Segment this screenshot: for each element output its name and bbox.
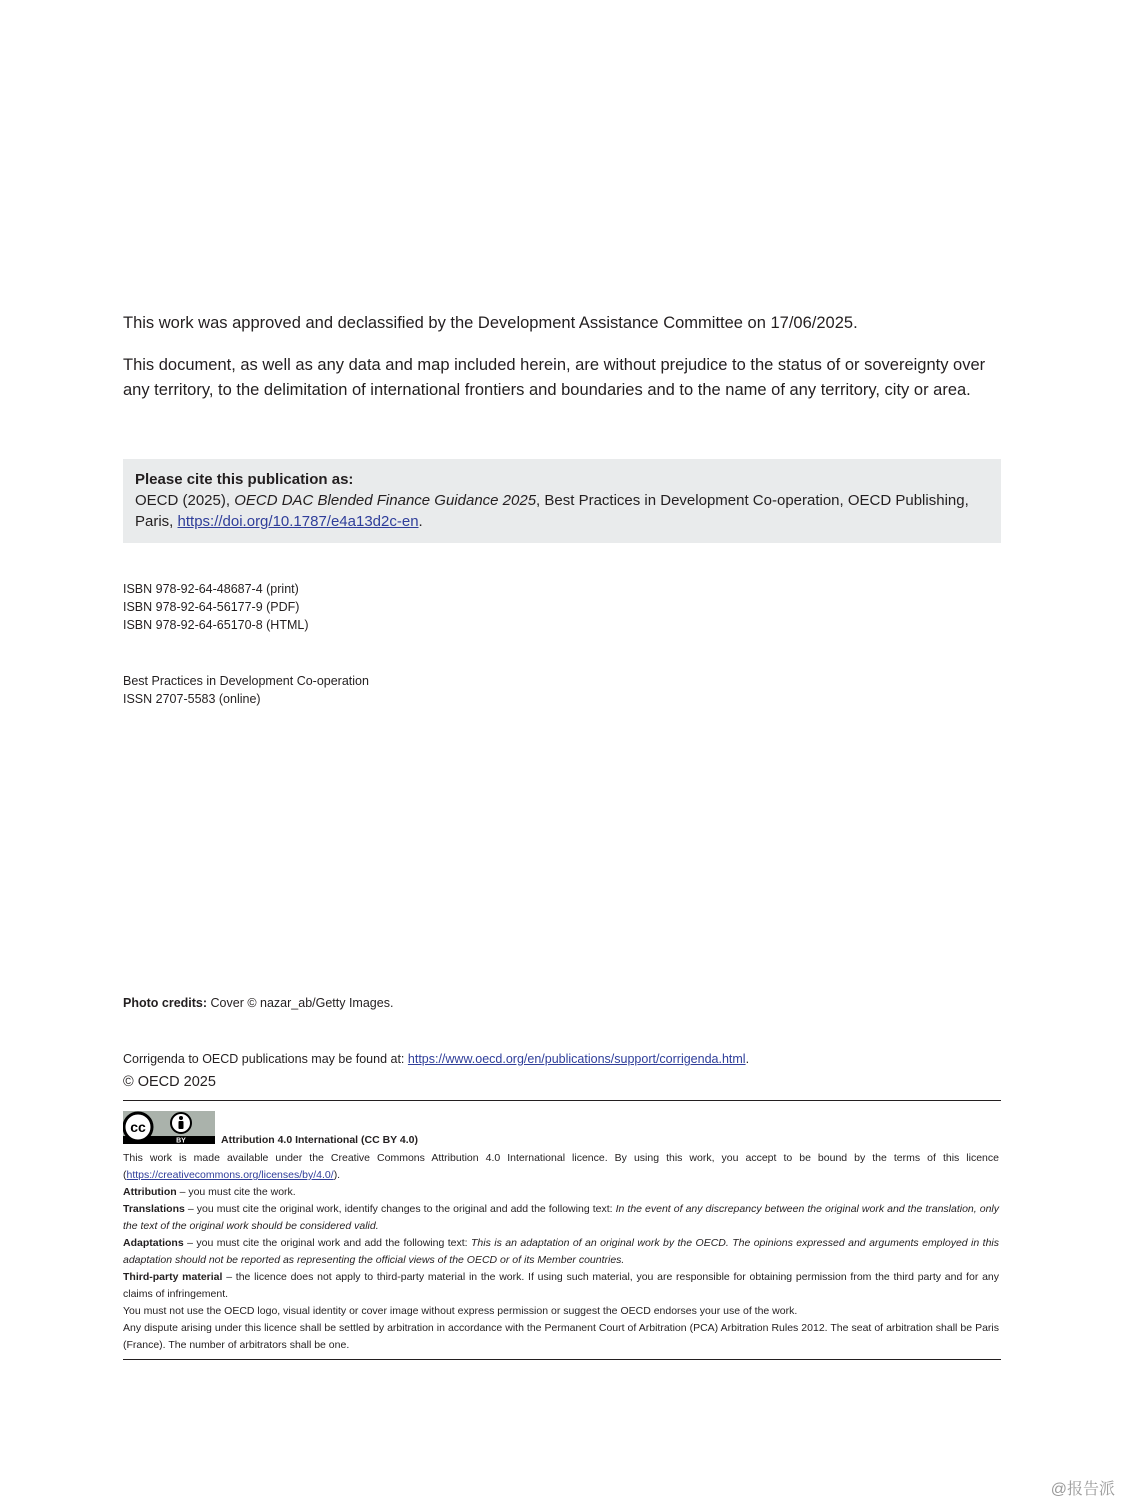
citation-middle: , Best Practices in Development Co-operation, OECD Publishing, Paris, xyxy=(135,492,969,530)
translations-label: Translations xyxy=(123,1203,185,1215)
series-issn: ISSN 2707-5583 (online) xyxy=(123,692,261,706)
cc-by-logo-icon xyxy=(123,1111,215,1144)
citation-prefix: OECD (2025), xyxy=(135,492,235,509)
photo-credits-label: Photo credits: xyxy=(123,996,208,1010)
citation-doi-link[interactable]: https://doi.org/10.1787/e4a13d2c-en xyxy=(177,513,419,530)
citation-title: OECD DAC Blended Finance Guidance 2025 xyxy=(234,492,537,509)
licence-dispute: Any dispute arising under this licence shall be settled by arbitration in accordance with the Permanent Court of Arbitration (PCA) Arbitration Rules 2012. The seat of arbitration shall be Paris (France). The number of arbitrators shall be one. xyxy=(123,1322,999,1351)
translations-text: – you must cite the original work, identify changes to the original and add the following text: xyxy=(184,1203,616,1215)
adaptations-italic: This is an adaptation of an original work by the OECD. The opinions expressed and arguments employed in this adaptation should not be reported as representing the official views of the OECD or of its Member countries. xyxy=(123,1237,999,1266)
licence-adaptations xyxy=(123,1235,999,1269)
adaptations-text: – you must cite the original work and add the following text: xyxy=(183,1237,471,1249)
third-party-text: – the licence does not apply to third-party material in the work. If using such material, you are responsible for obtaining permission from the third party and for any claims of infringement. xyxy=(123,1271,999,1300)
licence-third-party xyxy=(123,1269,999,1303)
licence-intro xyxy=(123,1150,999,1184)
corrigenda-end: . xyxy=(745,1052,750,1066)
licence-intro-text: This work is made available under the Creative Commons Attribution 4.0 International licence. By using this work, you accept to be bound by the terms of this licence ( xyxy=(123,1152,999,1181)
photo-credits-text: Cover © nazar_ab/Getty Images. xyxy=(207,996,394,1010)
attribution-text: – you must cite the work. xyxy=(176,1186,296,1198)
licence-intro-end: ). xyxy=(333,1169,341,1181)
licence-logo-use: You must not use the OECD logo, visual identity or cover image without express permission or suggest the OECD endorses your use of the work. xyxy=(123,1305,798,1317)
top-divider xyxy=(123,1100,1001,1101)
isbn-pdf: ISBN 978-92-64-56177-9 (PDF) xyxy=(123,600,300,614)
adaptations-label: Adaptations xyxy=(123,1237,184,1249)
citation-end: . xyxy=(418,513,423,530)
third-party-label: Third-party material xyxy=(123,1271,223,1283)
licence-terms xyxy=(123,1150,999,1354)
copyright-notice: © OECD 2025 xyxy=(123,1074,216,1090)
attribution-label: Attribution xyxy=(123,1186,177,1198)
citation-heading: Please cite this publication as: xyxy=(135,471,354,488)
isbn-html: ISBN 978-92-64-65170-8 (HTML) xyxy=(123,618,309,632)
photo-credits xyxy=(123,994,393,1012)
by-logo-text: BY xyxy=(176,1137,186,1144)
corrigenda-text: Corrigenda to OECD publications may be found at: xyxy=(123,1052,408,1066)
licence-link[interactable]: https://creativecommons.org/licenses/by/4.0/ xyxy=(126,1169,334,1181)
series-info xyxy=(123,672,369,708)
licence-attribution xyxy=(123,1184,999,1201)
corrigenda-note xyxy=(123,1050,749,1068)
citation-box xyxy=(123,459,1001,543)
territory-disclaimer: This document, as well as any data and map included herein, are without prejudice to the status of or sovereignty over any territory, to the delimitation of international frontiers and boundaries and to the name of any territory, city or area. xyxy=(123,356,986,399)
series-name: Best Practices in Development Co-operation xyxy=(123,674,369,688)
licence-title: Attribution 4.0 International (CC BY 4.0) xyxy=(221,1134,418,1146)
approval-statement: This work was approved and declassified by the Development Assistance Committee on 17/06/2025. xyxy=(123,314,858,332)
bottom-divider xyxy=(123,1359,1001,1360)
citation-text xyxy=(135,469,971,532)
corrigenda-link[interactable]: https://www.oecd.org/en/publications/support/corrigenda.html xyxy=(407,1052,746,1066)
licence-translations xyxy=(123,1201,999,1235)
isbn-list xyxy=(123,580,309,634)
watermark: @报告派 xyxy=(1050,1481,1115,1498)
translations-italic: In the event of any discrepancy between the original work and the translation, only the text of the original work should be considered valid. xyxy=(123,1203,999,1232)
cc-logo-text: cc xyxy=(130,1119,146,1135)
isbn-print: ISBN 978-92-64-48687-4 (print) xyxy=(123,582,299,596)
